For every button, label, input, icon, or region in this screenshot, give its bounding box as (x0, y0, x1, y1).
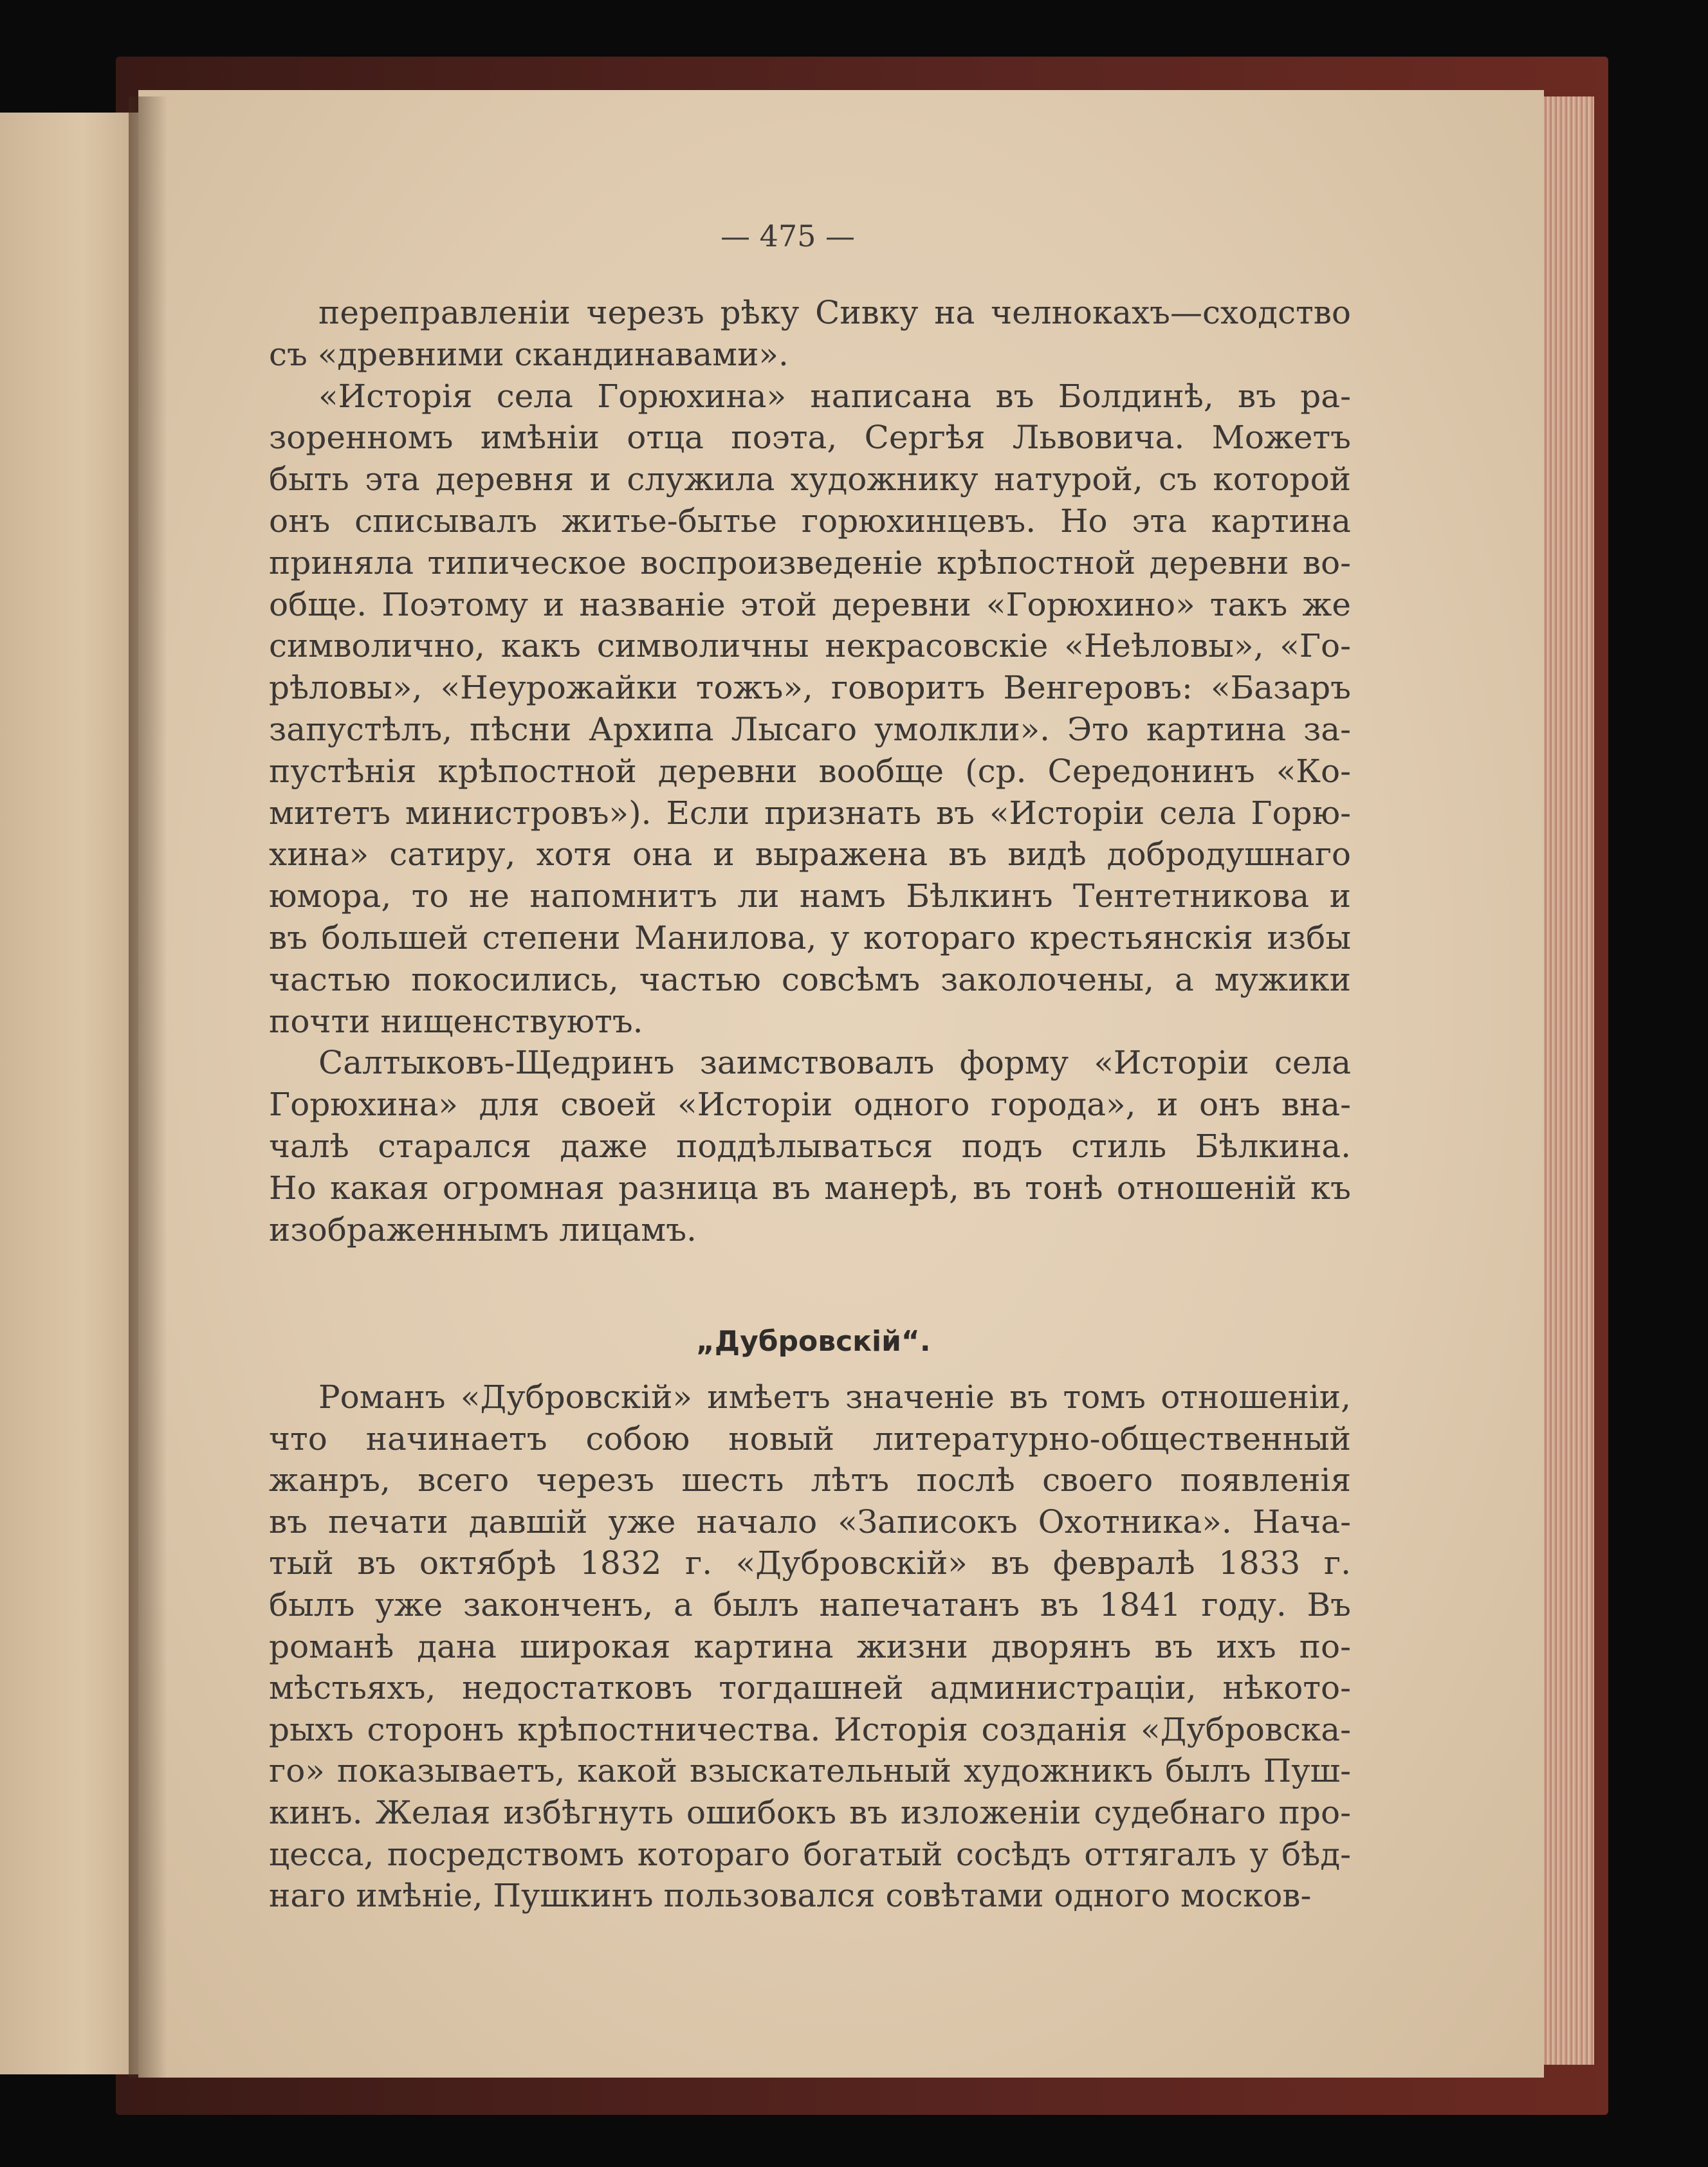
text-line: быть эта деревня и служила художнику натурой, съ которой (269, 461, 1351, 498)
text-line: цесса, посредствомъ котораго богатый сосѣдъ оттягалъ у бѣд- (269, 1835, 1351, 1873)
text-line: частью покосились, частью совсѣмъ заколочены, а мужики (269, 960, 1351, 998)
text-line: «Исторiя села Горюхина» написана въ Болдинѣ, въ ра- (318, 377, 1351, 415)
text-line: рыхъ сторонъ крѣпостничества. Исторiя созданiя «Дубровска- (269, 1710, 1351, 1748)
page-number: — 475 — (721, 219, 856, 253)
section-heading: „Дубровскiй“. (696, 1325, 931, 1358)
text-line: въ большей степени Манилова, у котораго крестьянскiя избы (269, 919, 1351, 956)
gutter-shadow (129, 96, 167, 2078)
text-line: что начинаетъ собою новый литературно-общественный (269, 1420, 1351, 1458)
page-stack-edges (1541, 96, 1594, 2065)
text-line: Горюхина» для своей «Исторiи одного города», и онъ вна- (269, 1086, 1351, 1124)
text-line: Салтыковъ-Щедринъ заимствовалъ форму «Исторiи села (318, 1044, 1351, 1082)
text-line: въ печати давшiй уже начало «Записокъ Охотника». Нача- (269, 1503, 1351, 1541)
text-line: юмора, то не напомнитъ ли намъ Бѣлкинъ Тентетникова и (269, 877, 1351, 915)
text-line: приняла типическое воспроизведенiе крѣпостной деревни во- (269, 544, 1351, 581)
text-line: го» показываетъ, какой взыскательный художникъ былъ Пуш- (269, 1752, 1351, 1790)
text-line: мѣстьяхъ, недостатковъ тогдашней администрацiи, нѣкото- (269, 1669, 1351, 1707)
text-line: наго имѣнiе, Пушкинъ пользовался совѣтами одного москов- (269, 1877, 1312, 1915)
text-line: зоренномъ имѣнiи отца поэта, Сергѣя Львовича. Можетъ (269, 419, 1351, 457)
text-line: обще. Поэтому и названiе этой деревни «Горюхино» такъ же (269, 585, 1351, 623)
text-line: съ «древними скандинавами». (269, 335, 789, 373)
text-line: символично, какъ символичны некрасовскiе «Неѣловы», «Го- (269, 627, 1351, 665)
text-line: почти нищенствуютъ. (269, 1002, 643, 1040)
text-line: рѣловы», «Неурожайки тожъ», говоритъ Венгеровъ: «Базаръ (269, 669, 1351, 707)
text-line: запустѣлъ, пѣсни Архипа Лысаго умолкли». Это картина за- (269, 711, 1351, 748)
text-line: чалѣ старался даже поддѣлываться подъ стиль Бѣлкина. (269, 1128, 1351, 1165)
text-line: тый въ октябрѣ 1832 г. «Дубровскiй» въ февралѣ 1833 г. (269, 1544, 1351, 1582)
text-line: хина» сатиру, хотя она и выражена въ видѣ добродушнаго (269, 836, 1351, 873)
text-line: пустѣнiя крѣпостной деревни вообще (ср. Середонинъ «Ко- (269, 752, 1351, 790)
text-line: митетъ министровъ»). Если признать въ «Исторiи села Горю- (269, 794, 1351, 832)
text-line: кинъ. Желая избѣгнуть ошибокъ въ изложенiи судебнаго про- (269, 1794, 1351, 1831)
left-page-edge (0, 113, 138, 2074)
text-line: изображеннымъ лицамъ. (269, 1211, 697, 1248)
text-line: перепpавленiи черезъ рѣку Сивку на челнокахъ—сходство (318, 294, 1351, 331)
text-line: Но какая огромная разница въ манерѣ, въ тонѣ отношенiй къ (269, 1169, 1351, 1207)
text-line: былъ уже законченъ, а былъ напечатанъ въ 1841 году. Въ (269, 1586, 1351, 1623)
text-line: жанръ, всего черезъ шесть лѣтъ послѣ своего появленiя (269, 1461, 1351, 1499)
text-line: романѣ дана широкая картина жизни дворянъ въ ихъ по- (269, 1627, 1351, 1665)
text-line: онъ списывалъ житье-бытье горюхинцевъ. Но эта картина (269, 502, 1351, 540)
text-line: Романъ «Дубровскiй» имѣетъ значенiе въ томъ отношенiи, (318, 1378, 1351, 1416)
